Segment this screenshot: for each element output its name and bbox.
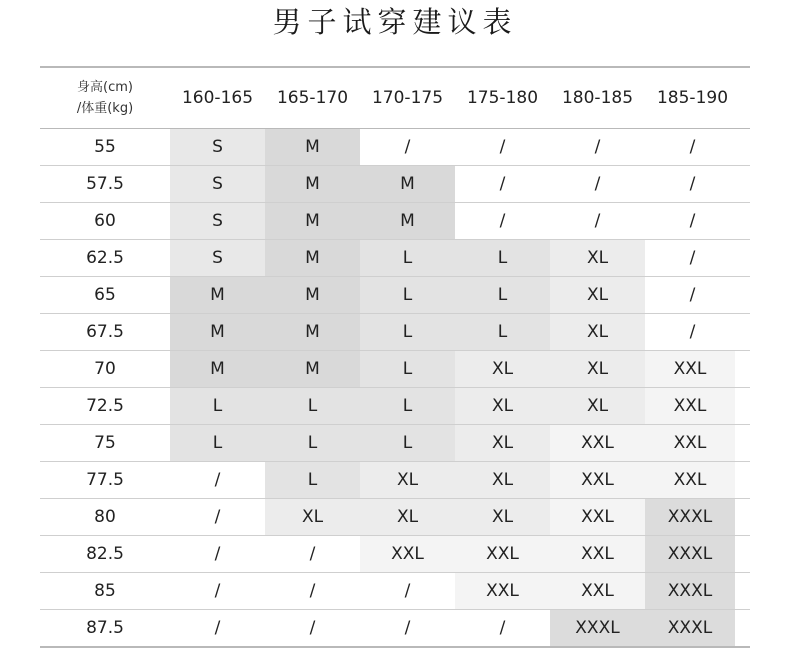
table-row (40, 536, 750, 573)
size-cell: M (170, 277, 265, 313)
size-cell: / (645, 129, 740, 165)
size-cell: L (265, 425, 360, 461)
size-chart-table (40, 66, 750, 648)
size-cell: / (170, 573, 265, 609)
height-header: 165-170 (276, 88, 349, 108)
size-cell: XL (455, 388, 550, 424)
weight-cell: 75 (94, 433, 116, 453)
size-cell: M (265, 277, 360, 313)
weight-cell: 55 (94, 137, 116, 157)
page-title: 男子试穿建议表 (272, 5, 518, 39)
size-cell: S (170, 166, 265, 202)
size-cell: XL (265, 499, 360, 535)
size-cell: / (550, 166, 645, 202)
size-cell: M (265, 240, 360, 276)
size-cell: / (645, 240, 740, 276)
table-header-row (40, 68, 750, 129)
weight-cell: 77.5 (86, 470, 124, 490)
height-header: 170-175 (371, 88, 444, 108)
weight-cell: 60 (94, 211, 116, 231)
size-cell: XXL (645, 462, 735, 498)
size-cell: L (455, 314, 550, 350)
weight-cell: 82.5 (86, 544, 124, 564)
table-row (40, 610, 750, 648)
size-cell: XXXL (645, 610, 735, 646)
size-cell: XL (550, 277, 645, 313)
size-cell: L (455, 277, 550, 313)
size-cell: XXL (645, 425, 735, 461)
size-cell: / (455, 166, 550, 202)
size-cell: XXL (645, 351, 735, 387)
size-cell: L (170, 388, 265, 424)
size-cell: S (170, 240, 265, 276)
size-cell: / (170, 536, 265, 572)
size-cell: / (360, 573, 455, 609)
size-cell: XL (360, 462, 455, 498)
size-cell: XXL (550, 425, 645, 461)
table-row (40, 573, 750, 610)
table-row (40, 314, 750, 351)
size-cell: XXXL (645, 573, 735, 609)
size-cell: XXXL (645, 499, 735, 535)
size-cell: / (455, 203, 550, 239)
size-cell: M (265, 314, 360, 350)
size-cell: / (645, 277, 740, 313)
size-cell: M (265, 351, 360, 387)
size-cell: M (170, 314, 265, 350)
size-cell: L (265, 388, 360, 424)
size-cell: / (265, 536, 360, 572)
size-cell: L (360, 314, 455, 350)
size-cell: S (170, 203, 265, 239)
size-cell: L (360, 240, 455, 276)
weight-cell: 65 (94, 285, 116, 305)
size-cell: / (645, 314, 740, 350)
size-cell: L (360, 425, 455, 461)
size-cell: L (360, 277, 455, 313)
corner-header (40, 68, 170, 128)
size-cell: / (265, 573, 360, 609)
size-cell: XXL (550, 573, 645, 609)
height-header: 185-190 (656, 88, 729, 108)
size-cell: XL (455, 425, 550, 461)
size-cell: XXL (455, 536, 550, 572)
table-row (40, 425, 750, 462)
weight-cell: 67.5 (86, 322, 124, 342)
weight-cell: 57.5 (86, 174, 124, 194)
size-cell: M (265, 203, 360, 239)
size-cell: XXXL (645, 536, 735, 572)
size-cell: / (360, 129, 455, 165)
size-cell: XXL (455, 573, 550, 609)
weight-cell: 85 (94, 581, 116, 601)
weight-cell: 80 (94, 507, 116, 527)
height-header: 160-165 (181, 88, 254, 108)
table-row (40, 388, 750, 425)
size-cell: / (360, 610, 455, 646)
size-cell: XXL (550, 462, 645, 498)
size-cell: XXL (550, 499, 645, 535)
size-cell: / (170, 610, 265, 646)
size-cell: XL (455, 351, 550, 387)
table-row (40, 462, 750, 499)
table-row (40, 240, 750, 277)
size-cell: / (550, 129, 645, 165)
size-cell: XL (550, 388, 645, 424)
size-cell: XL (550, 314, 645, 350)
size-cell: XL (550, 351, 645, 387)
size-cell: XXL (550, 536, 645, 572)
size-cell: / (170, 462, 265, 498)
height-unit-label: 身高(cm) (77, 80, 133, 95)
table-row (40, 351, 750, 388)
table-row (40, 499, 750, 536)
size-cell: M (360, 166, 455, 202)
size-cell: L (360, 351, 455, 387)
table-row (40, 277, 750, 314)
size-cell: L (265, 462, 360, 498)
size-cell: L (360, 388, 455, 424)
size-cell: / (645, 203, 740, 239)
size-cell: M (265, 129, 360, 165)
size-cell: M (360, 203, 455, 239)
table-body (40, 129, 750, 648)
size-cell: XL (550, 240, 645, 276)
weight-cell: 72.5 (86, 396, 124, 416)
weight-unit-label: /体重(kg) (76, 101, 134, 116)
size-cell: XL (360, 499, 455, 535)
size-cell: / (550, 203, 645, 239)
size-cell: XXXL (550, 610, 645, 646)
size-cell: S (170, 129, 265, 165)
size-cell: / (645, 166, 740, 202)
table-row (40, 129, 750, 166)
size-cell: L (170, 425, 265, 461)
size-cell: / (455, 610, 550, 646)
size-cell: XL (455, 499, 550, 535)
weight-cell: 62.5 (86, 248, 124, 268)
size-cell: XXL (360, 536, 455, 572)
size-cell: XXL (645, 388, 735, 424)
height-header: 180-185 (561, 88, 634, 108)
weight-cell: 70 (94, 359, 116, 379)
size-cell: XL (455, 462, 550, 498)
size-cell: / (455, 129, 550, 165)
size-cell: M (170, 351, 265, 387)
weight-cell: 87.5 (86, 618, 124, 638)
size-cell: / (265, 610, 360, 646)
table-row (40, 203, 750, 240)
height-header: 175-180 (466, 88, 539, 108)
table-row (40, 166, 750, 203)
size-cell: M (265, 166, 360, 202)
size-cell: L (455, 240, 550, 276)
size-cell: / (170, 499, 265, 535)
